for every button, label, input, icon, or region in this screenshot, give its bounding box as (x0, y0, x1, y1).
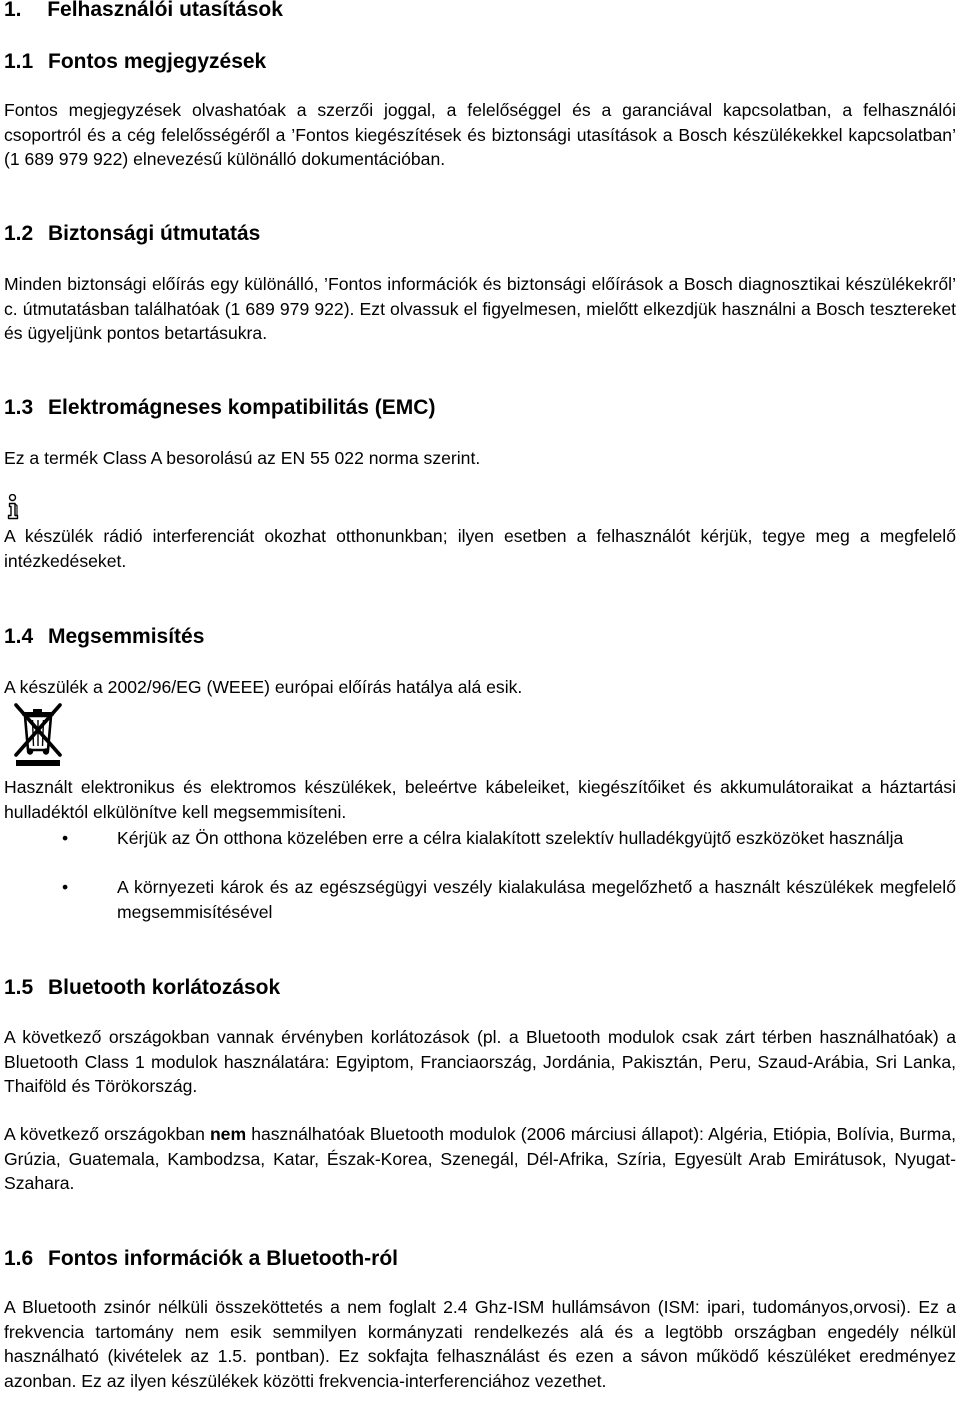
section-number: 1.1 (4, 50, 34, 73)
section-title: Biztonsági útmutatás (48, 222, 261, 245)
paragraph-bt-info: A Bluetooth zsinór nélküli összeköttetés a nem foglalt 2.4 Ghz-ISM hullámsávon (ISM: ipari, tudományos,orvosi). Ez a frekvencia tartomány nem esik semmilyen kormányzati rendelkezés alá és a legtöbb országban engedély nélkül használható (kivételek az 1.5. pontban). Ez sokfajta felhasználást és ezen a sávon működő készüléket eredményez azonban. Ez az ilyen készülékek közötti frekvencia-interferenciához vezethet. (4, 1297, 956, 1391)
bullet-text: A környezeti károk és az egészségügyi veszély kialakulása megelőzhető a használt készülékek megfelelő megsemmisítésével (117, 877, 956, 922)
section-heading-1-6 (4, 1247, 398, 1271)
paragraph-emc-interference: A készülék rádió interferenciát okozhat otthonunkban; ilyen esetben a felhasználót kérjük, tegye meg a megfelelő intézkedéseket. (4, 526, 956, 571)
section-number: 1.4 (4, 625, 34, 648)
section-heading-1-2 (4, 222, 260, 246)
section-title: Bluetooth korlátozások (48, 976, 281, 999)
section-heading-1-1 (4, 50, 266, 74)
section-heading-1-4 (4, 625, 204, 649)
section-heading-1-3 (4, 396, 435, 420)
section-heading-1-5 (4, 976, 280, 1000)
paragraph-safety: Minden biztonsági előírás egy különálló, ’Fontos információk és biztonsági előírások a Bosch diagnosztikai készülékekről’ c. útmutatásban találhatóak (1 689 979 922). Ezt olvassuk el figyelmesen, mielőtt elkezdjük használni a Bosch tesztereket és ügyeljünk pontos betartásukra. (4, 274, 956, 343)
paragraph-disposal: Használt elektronikus és elektromos készülékek, beleértve kábeleiket, kiegészítőiket és akkumulátoraikat a háztartási hulladéktól elkülönítve kell megsemmisíteni. (4, 777, 956, 822)
section-title: Fontos információk a Bluetooth-ról (48, 1247, 398, 1270)
main-heading-title: Felhasználói utasítások (47, 0, 283, 21)
section-number: 1.5 (4, 976, 34, 999)
info-icon (6, 494, 22, 520)
emphasis-text: nem (209, 1124, 247, 1144)
list-item (4, 875, 956, 924)
bullet-text: Kérjük az Ön otthona közelében erre a célra kialakított szelektív hulladékgyüjtő eszközöket használja (117, 828, 904, 848)
paragraph-notes: Fontos megjegyzések olvashatóak a szerzői joggal, a felelőséggel és a garanciával kapcsolatban, a felhasználói csoportról és a cég felelősségéről a ’Fontos kiegészítések és biztonsági utasítások a Bosch készülékekkel kapcsolatban’ (1 689 979 922) elnevezésű különálló dokumentációban. (4, 100, 956, 169)
text-segment: A következő országokban (4, 1124, 210, 1144)
section-title: Fontos megjegyzések (48, 50, 267, 73)
section-number: 1.3 (4, 396, 34, 419)
main-heading-number: 1. (4, 0, 22, 21)
paragraph-weee: A készülék a 2002/96/EG (WEEE) európai előírás hatálya alá esik. (4, 677, 523, 697)
list-item (4, 826, 956, 851)
paragraph-emc-class: Ez a termék Class A besorolású az EN 55 022 norma szerint. (4, 448, 481, 468)
bullet-icon: • (62, 828, 69, 848)
weee-crossed-bin-icon (10, 701, 66, 767)
section-number: 1.2 (4, 222, 34, 245)
paragraph-bt-restrictions: A következő országokban vannak érvényben korlátozások (pl. a Bluetooth modulok csak zárt térben használhatóak) a Bluetooth Class 1 modulok használatára: Egyiptom, Franciaország, Jordánia, Pakisztán, Peru, Szaud-Arábia, Sri Lanka, Thaiföld és Törökország. (4, 1027, 956, 1096)
bullet-icon: • (62, 877, 69, 897)
section-title: Megsemmisítés (48, 625, 205, 648)
section-title: Elektromágneses kompatibilitás (EMC) (48, 396, 436, 419)
section-number: 1.6 (4, 1247, 34, 1270)
main-heading (4, 0, 283, 22)
paragraph-bt-not-usable (4, 1122, 956, 1196)
text-segment: használhatóak Bluetooth modulok (2006 márciusi állapot): Algéria, Etiópia, Bolívia, Burma, Grúzia, Guatemala, Kambodzsa, Katar, Észak-Korea, Szenegál, Dél-Afrika, Szíria, Egyesült Arab Emirátusok, Nyugat-Szahara. (4, 1124, 956, 1193)
